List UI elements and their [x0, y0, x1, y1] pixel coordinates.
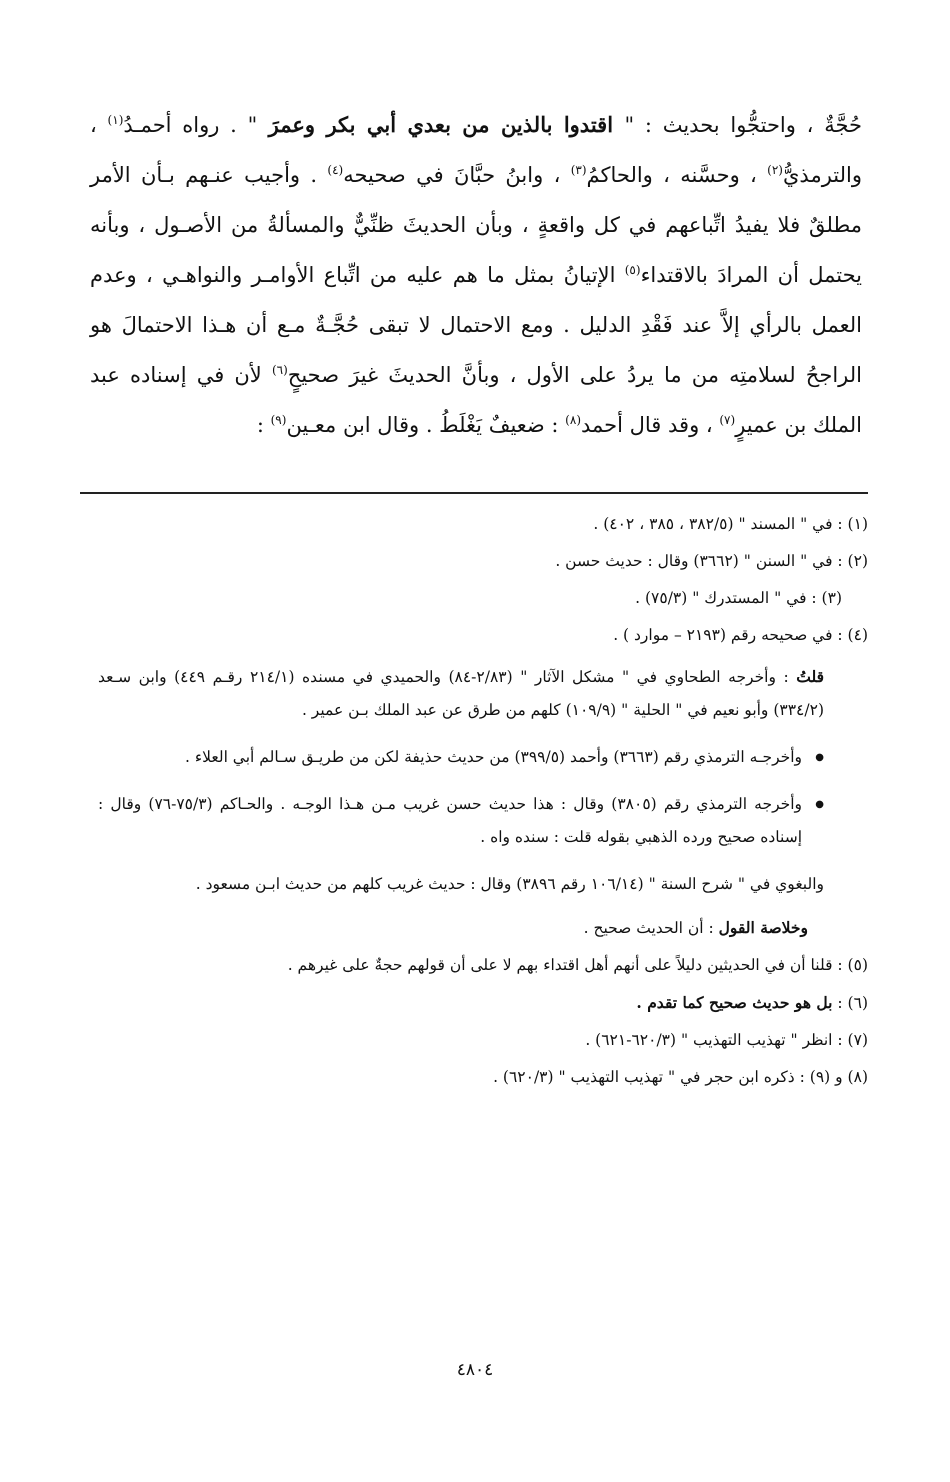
text-run: . وأجيب عنـهم بـأن الأمر مطلقٌ فلا يفيدُ اتِّباعهم في كل واقعةٍ ، وبأن الحديثَ ظنِّيٌّ والمسألةُ من الأصـول ، وبأنه يحتمل أن المرادَ بالاقتداء [90, 163, 862, 287]
text-run: حُجَّةٌ ، واحتجُّوا بحديث : " [624, 113, 863, 137]
conclusion-text: : أن الحديث صحيح . [583, 919, 719, 937]
main-paragraph [90, 100, 862, 450]
text-run: " . رواه أحمـدُ [123, 113, 258, 137]
text-run: : ضعيفٌ يَغْلَطُ . وقال ابن معـين [286, 413, 566, 437]
text-run: ، وابنُ حبَّانَ في صحيحه [343, 163, 571, 187]
text-run: ، والترمذيُّ [90, 113, 862, 187]
footnote-6-number: (٦) : [832, 994, 868, 1012]
footnote-4-baghawi: والبغوي في " شرح السنة " (١٠٦/١٤ رقم ٣٨٩٦) وقال : حديث غريب كلهم من حديث ابـن مسعود . [195, 875, 824, 893]
footnote-4-bullet-1: ● وأخرجـه الترمذي رقم (٣٦٦٣) وأحمد (٣٩٩/٥) من حديث حذيفة لكن من طريـق سـالم أبي العلاء . [98, 741, 824, 774]
footnote-ref-4[interactable]: (٤) [327, 163, 344, 177]
text-run: لأن في إسناده عبد الملك بن عميرٍ [90, 363, 862, 437]
footnotes [98, 512, 868, 1102]
footnote-ref-8[interactable]: (٨) [565, 413, 581, 427]
main-text [90, 100, 862, 450]
footnote-5: (٥) : قلنا أن في الحديثين دليلاً على أنهم أهل اقتداء بهم لا على أن قولهم حجةٌ على غيرهم . [287, 956, 868, 974]
hadith-quote: اقتدوا بالذين من بعدي أبي بكر وعمرَ [257, 112, 625, 137]
footnote-4-conclusion [98, 915, 808, 941]
qult-label: قلتُ [796, 667, 825, 686]
footnote-ref-5[interactable]: (٥) [624, 263, 641, 277]
footnote-6-text: بل هو حديث صحيح كما تقدم . [636, 993, 833, 1012]
footnote-3: (٣) : في " المستدرك " (٧٥/٣) . [635, 589, 842, 607]
footnote-1: (١) : في " المسند " (٣٨٢/٥ ، ٣٨٥ ، ٤٠٢) . [593, 515, 868, 533]
footnote-4-qult [98, 660, 824, 727]
text-run: : [256, 413, 271, 437]
footnote-6 [98, 990, 868, 1016]
text-run: ، وحسَّنه ، والحاكمُ [586, 163, 768, 187]
footnote-8-9: (٨) و (٩) : ذكره ابن حجر في " تهذيب التهذيب " (٦٢٠/٣) . [493, 1068, 868, 1086]
text-run: ، وقد قال أحمد [581, 413, 720, 437]
footnote-ref-9[interactable]: (٩) [270, 413, 287, 427]
text-run: الإتيانُ بمثل ما هم عليه من اتِّباع الأوامـر والنواهـي ، وعدم العمل بالرأي إلاَّ عند فَقْدِ الدليل . ومع الاحتمال لا تبقى حُجَّـةٌ مـع أن هـذا الاحتمالَ هو الراجحُ لسلامتِه من ما يردُ على الأول ، وبأنَّ الحديثَ غيرَ صحيحٍ [90, 263, 862, 387]
footnote-7: (٧) : انظر " تهذيب التهذيب " (٦٢٠/٣-٦٢١) . [585, 1031, 868, 1049]
footnote-4-bullet-2: ● وأخرجه الترمذي رقم (٣٨٠٥) وقال : هذا حديث حسن غريب مـن هـذا الوجـه . والحـاكم (٧٥/٣-٧٦) وقال : إسناده صحيح ورده الذهبي بقوله قلت : سنده واه . [98, 788, 824, 854]
footnote-2: (٢) : في " السنن " (٣٦٦٢) وقال : حديث حسن . [555, 552, 868, 570]
footnote-ref-7[interactable]: (٧) [719, 413, 736, 427]
page-number: ٤٨٠٤ [456, 1360, 494, 1380]
footnote-4: (٤) : في صحيحه رقم (٢١٩٣ – موارد ) . [613, 626, 868, 644]
conclusion-label: وخلاصة القول [718, 918, 808, 937]
footnote-ref-1[interactable]: (١) [107, 113, 124, 127]
footnote-separator [80, 492, 868, 494]
footnote-ref-3[interactable]: (٣) [570, 163, 587, 177]
qult-text: : وأخرجه الطحاوي في " مشكل الآثار " (٢/٨٣-٨٤) والحميدي في مسنده (٢١٤/١ رقـم ٤٤٩) وابن سـعد (٣٣٤/٢) وأبو نعيم في " الحلية " (١٠٩/٩) كلهم من طرق عن عبد الملك بـن عمير . [98, 668, 824, 719]
footnote-ref-6[interactable]: (٦) [271, 363, 288, 377]
footnote-ref-2[interactable]: (٢) [767, 163, 783, 177]
